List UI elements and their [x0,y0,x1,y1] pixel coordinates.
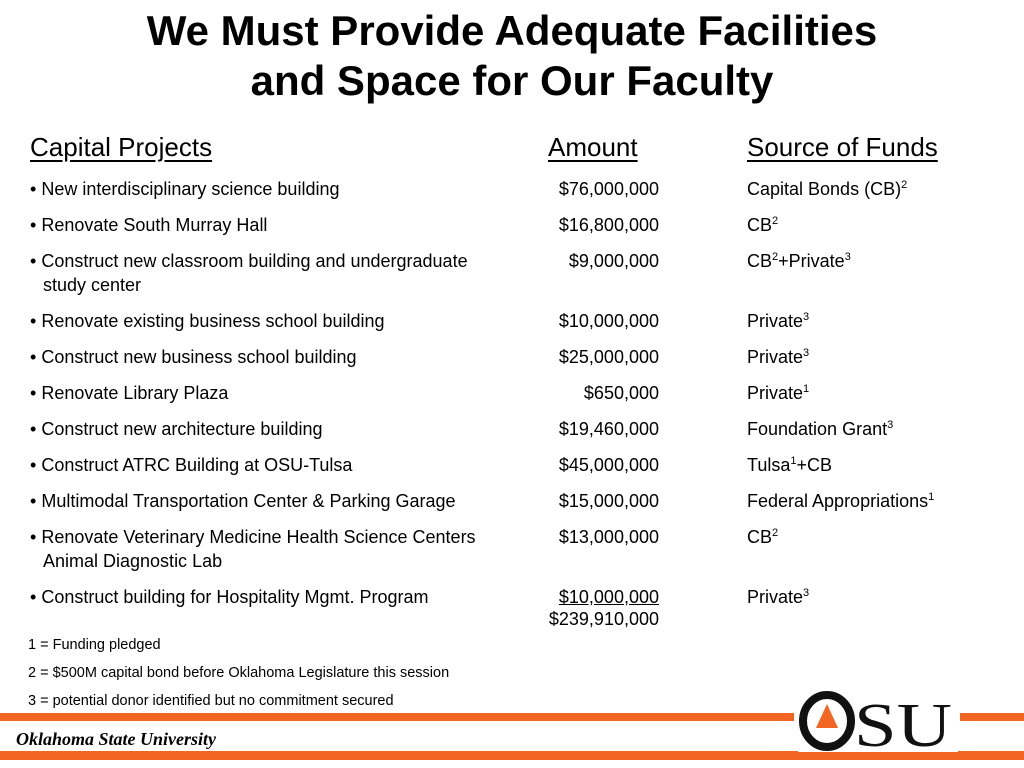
project-source: $CB^2$ [747,527,779,547]
project-source: Foundation Grant$^3$ [747,419,894,439]
institution-name: Oklahoma State University [16,729,217,749]
project-row [0,249,1024,295]
project-amount: $9,000,000 [568,251,659,271]
header-capital-projects: Capital Projects [30,132,213,162]
project-source: Private$^3$ [747,347,810,367]
project-amount: $650,000 [583,383,659,403]
footnote-1: 1 = Funding pledged [28,637,161,653]
project-amount: $76,000,000 [558,179,659,199]
project-name: • Construct new classroom building and undergraduate study center [30,251,468,295]
project-row [0,489,1024,513]
title-line-2: and Space for Our Faculty [250,57,774,104]
project-source: $CB^2+Private^3$ [747,251,851,271]
project-name: • Construct ATRC Building at OSU-Tulsa [30,455,353,475]
footer-stripe-upper-left [0,713,794,721]
project-name: • New interdisciplinary science building [30,179,340,199]
project-amount: $16,800,000 [558,215,659,235]
project-amount: $13,000,000 [558,527,659,547]
project-row [0,213,1024,237]
project-amount: $19,460,000 [558,419,659,439]
project-name: • Renovate existing business school building [30,311,385,331]
project-name: • Renovate Veterinary Medicine Health Science Centers Animal Diagnostic Lab [30,527,476,571]
project-row [0,417,1024,441]
project-source: Private$^3$ [747,587,810,607]
project-name: • Renovate South Murray Hall [30,215,268,235]
project-source: Private$^1$ [747,383,810,403]
project-name: • Multimodal Transportation Center & Parking Garage [30,491,456,511]
project-row [0,453,1024,477]
osu-logo-icon [798,690,958,752]
project-row [0,585,1024,609]
svg-text:SU: SU [854,692,952,752]
project-source: Federal Appropriations$^1$ [747,491,935,511]
project-amount: $10,000,000 [558,587,659,607]
header-amount: Amount [548,132,638,162]
project-row [0,309,1024,333]
slide-title [0,6,1024,106]
footer-stripe-upper-right [960,713,1024,721]
project-row [0,525,1024,571]
project-row [0,381,1024,405]
project-row [0,177,1024,201]
project-source: Capital Bonds (CB)$^2$ [747,179,908,199]
footnote-2: 2 = $500M capital bond before Oklahoma Legislature this session [28,665,450,681]
total-amount: $239,910,000 [548,609,659,629]
project-name: • Construct building for Hospitality Mgmt. Program [30,587,429,607]
footnote-3: 3 = potential donor identified but no commitment secured [28,693,394,709]
project-row [0,345,1024,369]
project-amount: $45,000,000 [558,455,659,475]
project-amount: $15,000,000 [558,491,659,511]
project-amount: $25,000,000 [558,347,659,367]
title-line-1: We Must Provide Adequate Facilities [146,7,878,54]
project-source: Private$^3$ [747,311,810,331]
footer-stripe-lower [0,751,1024,760]
project-name: • Construct new business school building [30,347,357,367]
project-name: • Construct new architecture building [30,419,323,439]
project-source: Tulsa$^1$+CB [747,455,833,475]
header-source-of-funds: Source of Funds [747,132,938,162]
project-source: $CB^2$ [747,215,779,235]
project-name: • Renovate Library Plaza [30,383,229,403]
project-amount: $10,000,000 [558,311,659,331]
